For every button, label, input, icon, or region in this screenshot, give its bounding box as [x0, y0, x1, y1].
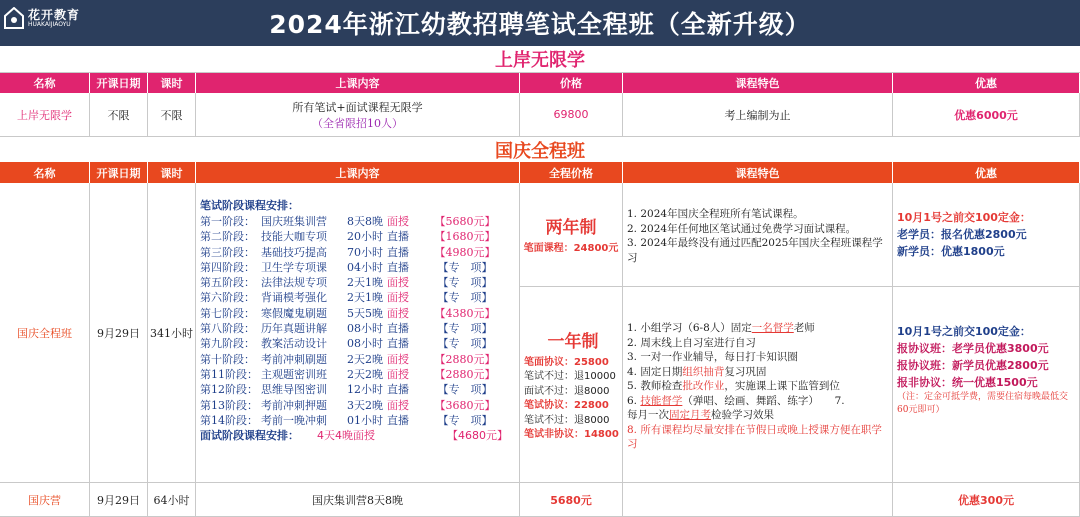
one-year-price-line [524, 356, 619, 371]
offer-line: 老学员：报名优惠2800元 [897, 228, 1027, 241]
price-line-value: 退8000 [574, 385, 610, 397]
offer-line: 新学员：优惠1800元 [897, 245, 1005, 258]
interview-stage [200, 428, 508, 444]
stage-row [200, 336, 515, 351]
stage-course: 背诵模考强化 [261, 291, 327, 305]
course-name: 国庆营 [0, 483, 90, 517]
stage-course: 考前一晚冲刺 [261, 413, 327, 427]
stage-mode: 面授 [387, 306, 409, 320]
two-year-price [524, 242, 619, 257]
feature-item: 2. 2024年任何地区笔试通过免费学习面试课程。 [627, 222, 857, 235]
two-year-price-label: 笔面课程： [523, 242, 574, 254]
table-header-national-day [0, 162, 1080, 183]
price-line-label: 笔试不过： [524, 414, 574, 426]
stage-row [200, 321, 515, 336]
table-row [0, 93, 1080, 137]
stage-row [200, 214, 515, 229]
stage-mode: 面授 [387, 291, 409, 305]
feature-list-top [623, 183, 892, 287]
stage-price: 【2880元】 [434, 367, 496, 381]
header-hours: 课时 [148, 73, 196, 93]
course-feature [623, 183, 893, 483]
stage-mode: 直播 [387, 383, 409, 397]
price-line-label: 笔试非协议： [524, 429, 584, 440]
course-content: 国庆集训营8天8晚 [196, 483, 520, 517]
header-content: 上课内容 [196, 73, 520, 93]
course-feature [623, 483, 893, 517]
stage-mode: 面授 [387, 215, 409, 228]
stage-time: 2天1晚 [347, 291, 383, 305]
course-price [520, 183, 623, 483]
offer-line: 报协议班：老学员优惠3800元 [897, 342, 1049, 355]
course-hours: 不限 [148, 93, 196, 137]
offer-bottom [893, 287, 1079, 482]
header-name: 名称 [0, 162, 90, 183]
one-year-price-line [524, 414, 619, 429]
feature-item: 每月一次固定月考检验学习效果 [627, 409, 774, 421]
stage-number: 第一阶段： [200, 215, 255, 228]
offer-line: 报非协议：统一优惠1500元 [897, 376, 1038, 389]
stage-number: 第二阶段： [200, 230, 255, 244]
stage-time: 12小时 [347, 383, 383, 397]
offer-top [893, 183, 1079, 287]
page-title: 2024年浙江幼教招聘笔试全程班（全新升级） [269, 10, 811, 39]
stage-row [200, 290, 515, 305]
stage-mode: 面授 [387, 276, 409, 290]
course-offer: 优惠300元 [893, 483, 1080, 517]
stage-mode: 面授 [387, 367, 409, 381]
stage-number: 第14阶段： [200, 413, 258, 427]
course-schedule [196, 183, 520, 483]
stage-list [200, 214, 515, 428]
offer-heading: 10月1号之前交100定金： [897, 325, 1031, 338]
stage-price: 【专 项】 [437, 337, 493, 351]
stage-number: 第七阶段： [200, 306, 255, 320]
section-title-national-day: 国庆全程班 [0, 138, 1080, 162]
one-year-plan [520, 287, 622, 482]
stage-course: 基础技巧提高 [261, 245, 327, 259]
stage-mode: 直播 [387, 260, 409, 274]
price-line-label: 面试不过： [524, 385, 574, 397]
feature-item: 8. 所有课程均尽量安排在节假日或晚上授课方便在职学习 [627, 423, 882, 450]
schedule-heading: 笔试阶段课程安排： [200, 199, 299, 212]
course-date: 不限 [90, 93, 148, 137]
interview-time: 4天4晚面授 [317, 429, 375, 443]
stage-price: 【专 项】 [437, 383, 493, 397]
stage-course: 考前冲刺刷题 [261, 352, 327, 366]
one-year-price-line [524, 399, 619, 414]
course-name: 国庆全程班 [0, 183, 90, 483]
one-year-price-line [524, 385, 619, 400]
feature-item: 3. 2024年最终没有通过匹配2025年国庆全程班课程学习 [627, 237, 883, 264]
feature-item: 6. 技能督学（弹唱、绘画、舞蹈、练字） 7. [627, 394, 845, 407]
stage-row [200, 260, 515, 275]
price-line-label: 笔试不过： [524, 371, 574, 382]
table-row [0, 483, 1080, 517]
one-year-price-list [524, 356, 619, 443]
stage-price: 【2880元】 [434, 352, 496, 366]
stage-price: 【1680元】 [434, 230, 496, 244]
stage-course: 主观题密训班 [261, 367, 327, 381]
header-hours: 课时 [148, 162, 196, 183]
one-year-label: 一年制 [547, 331, 599, 352]
stage-course: 考前冲刺押题 [261, 398, 327, 412]
stage-price: 【4380元】 [434, 306, 496, 320]
feature-item: 1. 小组学习（6-8人）固定一名督学老师 [627, 322, 815, 334]
logo-text: 花开教育 [28, 8, 81, 22]
stage-time: 5天5晚 [347, 306, 383, 320]
course-offer: 优惠6000元 [893, 93, 1080, 137]
course-hours: 341小时 [148, 183, 196, 483]
course-hours: 64小时 [148, 483, 196, 517]
interview-price: 【4680元】 [447, 429, 508, 443]
feature-item: 2. 周末线上自习室进行自习 [627, 336, 756, 349]
stage-time: 08小时 [347, 322, 383, 336]
stage-price: 【专 项】 [437, 291, 493, 305]
stage-mode: 面授 [387, 352, 409, 366]
stage-course: 思维导图密训 [261, 383, 327, 397]
stage-mode: 直播 [387, 230, 409, 244]
stage-course: 国庆班集训营 [261, 215, 327, 228]
stage-course: 教案活动设计 [261, 337, 327, 351]
stage-mode: 直播 [387, 413, 409, 427]
interview-heading: 面试阶段课程安排： [200, 429, 299, 443]
header-price: 全程价格 [520, 162, 623, 183]
stage-time: 70小时 [347, 245, 383, 259]
header-feature: 课程特色 [623, 73, 893, 93]
course-price: 69800 [520, 93, 623, 137]
stage-price: 【专 项】 [437, 322, 493, 336]
course-name: 上岸无限学 [0, 93, 90, 137]
price-line-value: 退8000 [574, 414, 610, 426]
header-offer: 优惠 [893, 162, 1080, 183]
stage-mode: 直播 [387, 245, 409, 259]
stage-time: 08小时 [347, 337, 383, 351]
stage-price: 【3680元】 [434, 398, 496, 412]
stage-time: 2天2晚 [347, 352, 383, 366]
content-text: 所有笔试+面试课程无限学 [292, 100, 423, 114]
two-year-label: 两年制 [545, 217, 597, 238]
stage-price: 【专 项】 [437, 276, 493, 290]
two-year-price-value: 24800元 [573, 242, 619, 254]
stage-number: 第12阶段： [200, 383, 258, 397]
price-line-value: 退10000 [574, 371, 616, 382]
two-year-plan [520, 183, 622, 287]
stage-number: 第四阶段： [200, 260, 255, 274]
house-logo-icon [4, 7, 24, 29]
stage-number: 第六阶段： [200, 291, 255, 305]
feature-item: 1. 2024年国庆全程班所有笔试课程。 [627, 208, 804, 220]
stage-mode: 面授 [387, 398, 409, 412]
offer-heading: 10月1号之前交100定金： [897, 211, 1031, 224]
table-row [0, 183, 1080, 483]
stage-row [200, 382, 515, 397]
stage-price: 【专 项】 [437, 260, 493, 274]
stage-course: 历年真题讲解 [261, 322, 327, 336]
course-price: 5680元 [520, 483, 623, 517]
stage-row [200, 229, 515, 244]
stage-row [200, 413, 515, 428]
stage-number: 第11阶段： [200, 367, 258, 381]
content-note: （全省限招10人） [312, 116, 403, 130]
feature-item: 5. 教师检查批改作业，实施课上课下监管到位 [627, 380, 840, 392]
title-bar [0, 0, 1080, 46]
stage-number: 第八阶段： [200, 322, 255, 336]
stage-number: 第十阶段： [200, 352, 255, 366]
stage-mode: 直播 [387, 322, 409, 336]
stage-time: 20小时 [347, 230, 383, 244]
stage-time: 3天2晚 [347, 398, 383, 412]
stage-price: 【4980元】 [434, 245, 496, 259]
feature-list-bottom [623, 287, 892, 482]
stage-course: 卫生学专项课 [261, 260, 327, 274]
header-date: 开课日期 [90, 73, 148, 93]
stage-mode: 直播 [387, 337, 409, 351]
price-line-value: 14800 [584, 429, 619, 440]
price-line-label: 笔试协议： [524, 400, 574, 411]
stage-price: 【专 项】 [437, 413, 493, 427]
stage-row [200, 367, 515, 382]
stage-number: 第13阶段： [200, 398, 258, 412]
course-date: 9月29日 [90, 483, 148, 517]
stage-number: 第三阶段： [200, 245, 255, 259]
course-content [196, 93, 520, 137]
stage-number: 第五阶段： [200, 276, 255, 290]
course-feature: 考上编制为止 [623, 93, 893, 137]
stage-time: 8天8晚 [347, 215, 383, 228]
table-header-unlimited [0, 73, 1080, 93]
header-date: 开课日期 [90, 162, 148, 183]
header-name: 名称 [0, 73, 90, 93]
stage-row [200, 306, 515, 321]
stage-row [200, 245, 515, 260]
offer-note: （注：定金可抵学费，需要住宿每晚最低交60元即可） [897, 392, 1069, 415]
header-content: 上课内容 [196, 162, 520, 183]
stage-time: 01小时 [347, 413, 383, 427]
stage-row [200, 352, 515, 367]
one-year-price-line [524, 370, 619, 385]
brand-logo [4, 5, 80, 41]
stage-time: 2天2晚 [347, 367, 383, 381]
stage-time: 2天1晚 [347, 276, 383, 290]
offer-line: 报协议班：新学员优惠2800元 [897, 359, 1049, 372]
stage-course: 法律法规专项 [261, 276, 327, 290]
price-line-value: 25800 [574, 356, 609, 368]
price-line-value: 22800 [574, 400, 609, 411]
stage-row [200, 398, 515, 413]
price-line-label: 笔面协议： [524, 356, 574, 368]
stage-price: 【5680元】 [434, 215, 496, 228]
course-offer [893, 183, 1080, 483]
header-price: 价格 [520, 73, 623, 93]
one-year-price-line [524, 428, 619, 443]
feature-item: 3. 一对一作业辅导，每日打卡知识圈 [627, 351, 798, 363]
header-offer: 优惠 [893, 73, 1080, 93]
logo-subtext: HUAKAIJIAOYU [28, 21, 71, 28]
feature-item: 4. 固定日期组织抽背复习巩固 [627, 365, 767, 378]
stage-time: 04小时 [347, 260, 383, 274]
stage-row [200, 275, 515, 290]
stage-course: 寒假魔鬼刷题 [261, 306, 327, 320]
stage-number: 第九阶段： [200, 337, 255, 351]
header-feature: 课程特色 [623, 162, 893, 183]
stage-course: 技能大咖专项 [261, 230, 327, 244]
section-title-unlimited: 上岸无限学 [0, 46, 1080, 73]
course-date: 9月29日 [90, 183, 148, 483]
